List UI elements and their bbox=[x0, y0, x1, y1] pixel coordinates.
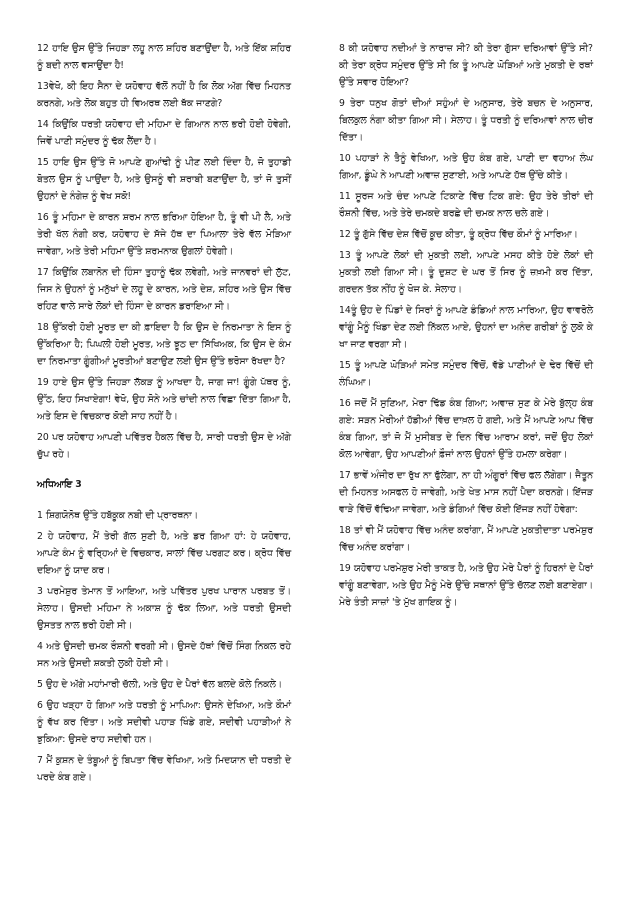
verse-paragraph: 12 ਤੂੰ ਗੁੱਸੇ ਵਿੱਚ ਦੇਸ਼ ਵਿੱਚੋਂ ਕੂਚ ਕੀਤਾ, ਤੂੰ ਕ੍ਰੋਧ ਵਿੱਚ ਕੌਮਾਂ ਨੂੰ ਮਾਰਿਆ। bbox=[339, 229, 578, 240]
chapter-heading: ਅਧਿਆਇ 3 bbox=[37, 479, 82, 490]
verse-paragraph: 8 ਕੀ ਯਹੋਵਾਹ ਨਦੀਆਂ ਤੇ ਨਾਰਾਜ਼ ਸੀ? ਕੀ ਤੇਰਾ ਗੁੱਸਾ ਦਰਿਆਵਾਂ ਉੱਤੇ ਸੀ? ਕੀ ਤੇਰਾ ਕ੍ਰੋਧ ਸਮੁੰਦਰ ਉੱਤੇ ਸੀ ਕਿ ਤੂੰ ਆਪਣੇ ਘੋੜਿਆਂ ਅਤੇ ਮੁਕਤੀ ਦੇ ਰਥਾਂ ਉੱਤੇ ਸਵਾਰ ਹੋਇਆ? bbox=[339, 43, 593, 88]
verse-paragraph: 1 ਸ਼ਿਗਯੋਨੋਥ ਉੱਤੇ ਹਬੱਕੂਕ ਨਬੀ ਦੀ ਪ੍ਰਾਰਥਨਾ। bbox=[37, 510, 198, 521]
verse-paragraph: 19 ਹਾਏ ਉਸ ਉੱਤੇ ਜਿਹੜਾ ਲੱਕੜ ਨੂੰ ਆਖਦਾ ਹੈ, ਜਾਗ ਜਾ! ਗੂੰਗੇ ਪੱਥਰ ਨੂੰ, ਉੱਠ, ਇਹ ਸਿਖਾਏਗਾ! ਵੇਖੋ, ਉਹ ਸੋਨੇ ਅਤੇ ਚਾਂਦੀ ਨਾਲ ਵਿਛਾ ਦਿੱਤਾ ਗਿਆ ਹੈ, ਅਤੇ ਇਸ ਦੇ ਵਿਚਕਾਰ ਕੋਈ ਸਾਹ ਨਹੀਂ ਹੈ। bbox=[37, 377, 291, 422]
verse-paragraph: 14 ਕਿਉਂਕਿ ਧਰਤੀ ਯਹੋਵਾਹ ਦੀ ਮਹਿਮਾ ਦੇ ਗਿਆਨ ਨਾਲ ਭਰੀ ਹੋਈ ਹੋਵੇਗੀ, ਜਿਵੇਂ ਪਾਣੀ ਸਮੁੰਦਰ ਨੂੰ ਢੱਕ ਲੈਂਦਾ ਹੈ। bbox=[37, 119, 291, 147]
left-column bbox=[37, 40, 291, 790]
verse-paragraph: 10 ਪਹਾੜਾਂ ਨੇ ਤੈਨੂੰ ਵੇਖਿਆ, ਅਤੇ ਉਹ ਕੰਬ ਗਏ, ਪਾਣੀ ਦਾ ਵਹਾਅ ਲੰਘ ਗਿਆ, ਡੂੰਘੇ ਨੇ ਆਪਣੀ ਅਵਾਜ਼ ਸੁਣਾਈ, ਅਤੇ ਆਪਣੇ ਹੱਥ ਉੱਚੇ ਕੀਤੇ। bbox=[339, 153, 593, 181]
verse-paragraph: 4 ਅਤੇ ਉਸਦੀ ਚਮਕ ਰੌਸ਼ਨੀ ਵਰਗੀ ਸੀ। ਉਸਦੇ ਹੱਥਾਂ ਵਿੱਚੋਂ ਸਿੰਗ ਨਿਕਲ ਰਹੇ ਸਨ ਅਤੇ ਉਸਦੀ ਸ਼ਕਤੀ ਲੁਕੀ ਹੋਈ ਸੀ। bbox=[37, 641, 291, 669]
verse-paragraph: 15 ਹਾਇ ਉਸ ਉੱਤੇ ਜੋ ਆਪਣੇ ਗੁਆਂਢੀ ਨੂੰ ਪੀਣ ਲਈ ਦਿੰਦਾ ਹੈ, ਜੋ ਤੁਹਾਡੀ ਬੋਤਲ ਉਸ ਨੂੰ ਪਾਉਂਦਾ ਹੈ, ਅਤੇ ਉਸਨੂੰ ਵੀ ਸ਼ਰਾਬੀ ਬਣਾਉਂਦਾ ਹੈ, ਤਾਂ ਜੋ ਤੁਸੀਂ ਉਹਨਾਂ ਦੇ ਨੰਗੇਜ਼ ਨੂੰ ਵੇਖ ਸਕੋ! bbox=[37, 157, 291, 202]
right-column bbox=[339, 40, 593, 615]
verse-paragraph: 18 ਉੱਕਰੀ ਹੋਈ ਮੂਰਤ ਦਾ ਕੀ ਫ਼ਾਇਦਾ ਹੈ ਕਿ ਉਸ ਦੇ ਨਿਰਮਾਤਾ ਨੇ ਇਸ ਨੂੰ ਉੱਕਰਿਆ ਹੈ; ਪਿਘਲੀ ਹੋਈ ਮੂਰਤ, ਅਤੇ ਝੂਠ ਦਾ ਸਿੱਖਿਅਕ, ਕਿ ਉਸ ਦੇ ਕੰਮ ਦਾ ਨਿਰਮਾਤਾ ਗੂੰਗੀਆਂ ਮੂਰਤੀਆਂ ਬਣਾਉਣ ਲਈ ਉਸ ਉੱਤੇ ਭਰੋਸਾ ਰੱਖਦਾ ਹੈ? bbox=[37, 322, 291, 367]
verse-paragraph: 17 ਭਾਵੇਂ ਅੰਜੀਰ ਦਾ ਰੁੱਖ ਨਾ ਫੁੱਲੇਗਾ, ਨਾ ਹੀ ਅੰਗੂਰਾਂ ਵਿੱਚ ਫਲ ਲੱਗੇਗਾ। ਜੈਤੂਨ ਦੀ ਮਿਹਨਤ ਅਸਫਲ ਹੋ ਜਾਵੇਗੀ, ਅਤੇ ਖੇਤ ਮਾਸ ਨਹੀਂ ਪੈਦਾ ਕਰਨਗੇ। ਇੱਜੜ ਵਾੜੇ ਵਿੱਚੋਂ ਵੱਢਿਆ ਜਾਵੇਗਾ, ਅਤੇ ਡੰਗਿਆਂ ਵਿੱਚ ਕੋਈ ਇੱਜੜ ਨਹੀਂ ਹੋਵੇਗਾ: bbox=[339, 470, 593, 515]
verse-paragraph: 11 ਸੂਰਜ ਅਤੇ ਚੰਦ ਆਪਣੇ ਟਿਕਾਣੇ ਵਿੱਚ ਟਿਕ ਗਏ: ਉਹ ਤੇਰੇ ਤੀਰਾਂ ਦੀ ਰੌਸ਼ਨੀ ਵਿੱਚ, ਅਤੇ ਤੇਰੇ ਚਮਕਦੇ ਬਰਛੇ ਦੀ ਚਮਕ ਨਾਲ ਚਲੇ ਗਏ। bbox=[339, 191, 593, 219]
verse-paragraph: 3 ਪਰਮੇਸ਼ੁਰ ਤੇਮਾਨ ਤੋਂ ਆਇਆ, ਅਤੇ ਪਵਿੱਤਰ ਪੁਰਖ ਪਾਰਾਨ ਪਰਬਤ ਤੋਂ। ਸੇਲਾਹ। ਉਸਦੀ ਮਹਿਮਾ ਨੇ ਅਕਾਸ਼ ਨੂੰ ਢੱਕ ਲਿਆ, ਅਤੇ ਧਰਤੀ ਉਸਦੀ ਉਸਤਤ ਨਾਲ ਭਰੀ ਹੋਈ ਸੀ। bbox=[37, 586, 291, 631]
verse-paragraph: 15 ਤੂੰ ਆਪਣੇ ਘੋੜਿਆਂ ਸਮੇਤ ਸਮੁੰਦਰ ਵਿੱਚੋਂ, ਵੱਡੇ ਪਾਣੀਆਂ ਦੇ ਢੇਰ ਵਿੱਚੋਂ ਦੀ ਲੰਘਿਆ। bbox=[339, 360, 593, 388]
verse-paragraph: 9 ਤੇਰਾ ਧਨੁਖ ਗੋਤਾਂ ਦੀਆਂ ਸਹੁੰਆਂ ਦੇ ਅਨੁਸਾਰ, ਤੇਰੇ ਬਚਨ ਦੇ ਅਨੁਸਾਰ, ਬਿਲਕੁਲ ਨੰਗਾ ਕੀਤਾ ਗਿਆ ਸੀ। ਸੇਲਾਹ। ਤੂੰ ਧਰਤੀ ਨੂੰ ਦਰਿਆਵਾਂ ਨਾਲ ਚੀਰ ਦਿੱਤਾ। bbox=[339, 98, 593, 143]
verse-paragraph: 18 ਤਾਂ ਵੀ ਮੈਂ ਯਹੋਵਾਹ ਵਿੱਚ ਅਨੰਦ ਕਰਾਂਗਾ, ਮੈਂ ਆਪਣੇ ਮੁਕਤੀਦਾਤਾ ਪਰਮੇਸ਼ੁਰ ਵਿੱਚ ਅਨੰਦ ਕਰਾਂਗਾ। bbox=[339, 525, 593, 553]
verse-paragraph: 17 ਕਿਉਂਕਿ ਲਬਾਨੋਨ ਦੀ ਹਿੰਸਾ ਤੁਹਾਨੂੰ ਢੱਕ ਲਵੇਗੀ, ਅਤੇ ਜਾਨਵਰਾਂ ਦੀ ਲੁੱਟ, ਜਿਸ ਨੇ ਉਹਨਾਂ ਨੂੰ ਮਨੁੱਖਾਂ ਦੇ ਲਹੂ ਦੇ ਕਾਰਨ, ਅਤੇ ਦੇਸ਼, ਸ਼ਹਿਰ ਅਤੇ ਉਸ ਵਿੱਚ ਰਹਿਣ ਵਾਲੇ ਸਾਰੇ ਲੋਕਾਂ ਦੀ ਹਿੰਸਾ ਦੇ ਕਾਰਨ ਡਰਾਇਆ ਸੀ। bbox=[37, 267, 291, 312]
verse-paragraph: 5 ਉਹ ਦੇ ਅੱਗੇ ਮਹਾਂਮਾਰੀ ਚੱਲੀ, ਅਤੇ ਉਹ ਦੇ ਪੈਰਾਂ ਵੱਲ ਬਲਦੇ ਕੋਲੇ ਨਿਕਲੇ। bbox=[37, 679, 283, 690]
verse-paragraph: 7 ਮੈਂ ਕੁਸ਼ਨ ਦੇ ਤੰਬੂਆਂ ਨੂੰ ਬਿਪਤਾ ਵਿੱਚ ਵੇਖਿਆ, ਅਤੇ ਮਿਦਯਾਨ ਦੀ ਧਰਤੀ ਦੇ ਪਰਦੇ ਕੰਬ ਗਏ। bbox=[37, 755, 291, 783]
verse-paragraph: 20 ਪਰ ਯਹੋਵਾਹ ਆਪਣੀ ਪਵਿੱਤਰ ਹੈਕਲ ਵਿੱਚ ਹੈ, ਸਾਰੀ ਧਰਤੀ ਉਸ ਦੇ ਅੱਗੇ ਚੁੱਪ ਰਹੇ। bbox=[37, 432, 291, 460]
verse-paragraph: 16 ਜਦੋਂ ਮੈਂ ਸੁਣਿਆ, ਮੇਰਾ ਢਿੱਡ ਕੰਬ ਗਿਆ; ਅਵਾਜ਼ ਸੁਣ ਕੇ ਮੇਰੇ ਬੁੱਲ੍ਹ ਕੰਬ ਗਏ: ਸੜਨ ਮੇਰੀਆਂ ਹੱਡੀਆਂ ਵਿੱਚ ਦਾਖ਼ਲ ਹੋ ਗਈ, ਅਤੇ ਮੈਂ ਆਪਣੇ ਆਪ ਵਿੱਚ ਕੰਬ ਗਿਆ, ਤਾਂ ਜੋ ਮੈਂ ਮੁਸੀਬਤ ਦੇ ਦਿਨ ਵਿੱਚ ਆਰਾਮ ਕਰਾਂ, ਜਦੋਂ ਉਹ ਲੋਕਾਂ ਕੋਲ ਆਵੇਗਾ, ਉਹ ਆਪਣੀਆਂ ਫ਼ੌਜਾਂ ਨਾਲ ਉਹਨਾਂ ਉੱਤੇ ਹਮਲਾ ਕਰੇਗਾ। bbox=[339, 398, 593, 460]
verse-paragraph: 19 ਯਹੋਵਾਹ ਪਰਮੇਸ਼ੁਰ ਮੇਰੀ ਤਾਕਤ ਹੈ, ਅਤੇ ਉਹ ਮੇਰੇ ਪੈਰਾਂ ਨੂੰ ਹਿਰਨਾਂ ਦੇ ਪੈਰਾਂ ਵਾਂਗੂੰ ਬਣਾਵੇਗਾ, ਅਤੇ ਉਹ ਮੈਨੂੰ ਮੇਰੇ ਉੱਚੇ ਸਥਾਨਾਂ ਉੱਤੇ ਚੱਲਣ ਲਈ ਬਣਾਏਗਾ। ਮੇਰੇ ਤੰਤੀ ਸਾਜ਼ਾਂ 'ਤੇ ਮੁੱਖ ਗਾਇਕ ਨੂੰ। bbox=[339, 563, 593, 608]
verse-paragraph: 14ਤੂੰ ਉਹ ਦੇ ਪਿੰਡਾਂ ਦੇ ਸਿਰਾਂ ਨੂੰ ਆਪਣੇ ਡੰਡਿਆਂ ਨਾਲ ਮਾਰਿਆ, ਉਹ ਵਾਵਰੋਲੇ ਵਾਂਗੂੰ ਮੈਨੂੰ ਖਿੰਡਾ ਦੇਣ ਲਈ ਨਿੱਕਲ ਆਏ, ਉਹਨਾਂ ਦਾ ਅਨੰਦ ਗਰੀਬਾਂ ਨੂੰ ਲੁਕੋ ਕੇ ਖਾ ਜਾਣ ਵਰਗਾ ਸੀ। bbox=[339, 305, 593, 350]
verse-paragraph: 6 ਉਹ ਖੜ੍ਹਾ ਹੋ ਗਿਆ ਅਤੇ ਧਰਤੀ ਨੂੰ ਮਾਪਿਆ: ਉਸਨੇ ਦੇਖਿਆ, ਅਤੇ ਕੌਮਾਂ ਨੂੰ ਵੱਖ ਕਰ ਦਿੱਤਾ। ਅਤੇ ਸਦੀਵੀ ਪਹਾੜ ਖਿੰਡੇ ਗਏ, ਸਦੀਵੀ ਪਹਾੜੀਆਂ ਨੇ ਝੁਕਿਆ: ਉਸਦੇ ਰਾਹ ਸਦੀਵੀ ਹਨ। bbox=[37, 700, 291, 745]
verse-paragraph: 2 ਹੇ ਯਹੋਵਾਹ, ਮੈਂ ਤੇਰੀ ਗੱਲ ਸੁਣੀ ਹੈ, ਅਤੇ ਡਰ ਗਿਆ ਹਾਂ: ਹੇ ਯਹੋਵਾਹ, ਆਪਣੇ ਕੰਮ ਨੂੰ ਵਰ੍ਹਿਆਂ ਦੇ ਵਿਚਕਾਰ, ਸਾਲਾਂ ਵਿੱਚ ਪਰਗਟ ਕਰ। ਕ੍ਰੋਧ ਵਿੱਚ ਦਇਆ ਨੂੰ ਯਾਦ ਕਰ। bbox=[37, 531, 291, 576]
verse-paragraph: 13 ਤੂੰ ਆਪਣੇ ਲੋਕਾਂ ਦੀ ਮੁਕਤੀ ਲਈ, ਆਪਣੇ ਮਸਹ ਕੀਤੇ ਹੋਏ ਲੋਕਾਂ ਦੀ ਮੁਕਤੀ ਲਈ ਗਿਆ ਸੀ। ਤੂੰ ਦੁਸ਼ਟ ਦੇ ਘਰ ਤੋਂ ਸਿਰ ਨੂੰ ਜ਼ਖ਼ਮੀ ਕਰ ਦਿੱਤਾ, ਗਰਦਨ ਤੱਕ ਨੀਂਹ ਨੂੰ ਖੋਜ ਕੇ. ਸੇਲਾਹ। bbox=[339, 250, 593, 295]
verse-paragraph: 16 ਤੂੰ ਮਹਿਮਾ ਦੇ ਕਾਰਨ ਸ਼ਰਮ ਨਾਲ ਭਰਿਆ ਹੋਇਆ ਹੈ, ਤੂੰ ਵੀ ਪੀ ਲੈ, ਅਤੇ ਤੇਰੀ ਖੱਲ ਨੰਗੀ ਕਰ, ਯਹੋਵਾਹ ਦੇ ਸੱਜੇ ਹੱਥ ਦਾ ਪਿਆਲਾ ਤੇਰੇ ਵੱਲ ਮੋੜਿਆ ਜਾਵੇਗਾ, ਅਤੇ ਤੇਰੀ ਮਹਿਮਾ ਉੱਤੇ ਸ਼ਰਮਨਾਕ ਉਗਲਾਂ ਹੋਵੇਗੀ। bbox=[37, 212, 291, 257]
verse-paragraph: 12 ਹਾਇ ਉਸ ਉੱਤੇ ਜਿਹੜਾ ਲਹੂ ਨਾਲ ਸ਼ਹਿਰ ਬਣਾਉਂਦਾ ਹੈ, ਅਤੇ ਇੱਕ ਸ਼ਹਿਰ ਨੂੰ ਬਦੀ ਨਾਲ ਵਸਾਉਂਦਾ ਹੈ! bbox=[37, 43, 291, 71]
verse-paragraph: 13ਵੇਖੋ, ਕੀ ਇਹ ਸੈਨਾ ਦੇ ਯਹੋਵਾਹ ਵੱਲੋਂ ਨਹੀਂ ਹੈ ਕਿ ਲੋਕ ਅੱਗ ਵਿੱਚ ਮਿਹਨਤ ਕਰਨਗੇ, ਅਤੇ ਲੋਕ ਬਹੁਤ ਹੀ ਵਿਅਰਥ ਲਈ ਥੱਕ ਜਾਣਗੇ? bbox=[37, 81, 291, 109]
